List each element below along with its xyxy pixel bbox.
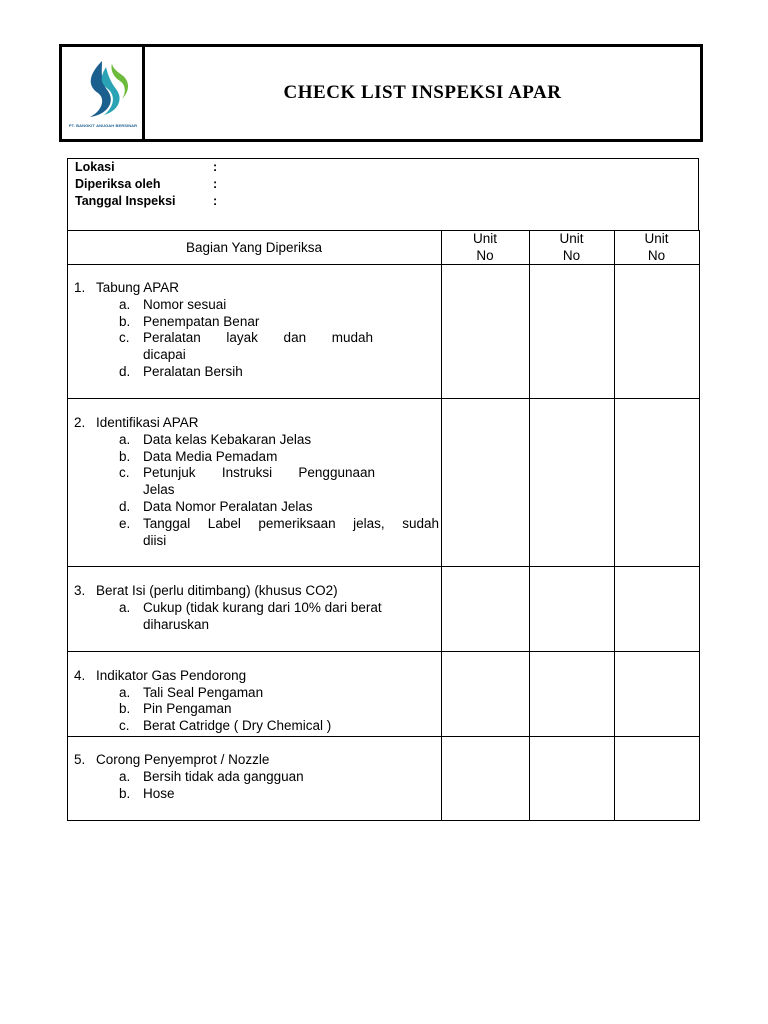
- info-row-tanggal-inspeksi: [75, 194, 217, 208]
- table-border: [699, 230, 700, 821]
- page-title: CHECK LIST INSPEKSI APAR: [283, 82, 562, 103]
- info-label: Tanggal Inspeksi: [75, 194, 176, 208]
- section-title: 1. Tabung APAR: [74, 280, 180, 295]
- company-logo: [62, 47, 145, 139]
- info-row-lokasi: [75, 160, 217, 174]
- section-title: 5. Corong Penyemprot / Nozzle: [74, 752, 270, 767]
- logo-caption: PT. BANGKIT ANUGAH BERSINAR: [68, 123, 138, 128]
- flame-logo-icon: [72, 59, 132, 121]
- table-border: [614, 230, 615, 821]
- table-border: [67, 230, 68, 821]
- table-border: [441, 230, 442, 821]
- info-separator: :: [213, 177, 218, 191]
- inspection-info-box: [67, 158, 699, 230]
- table-border: [67, 398, 700, 399]
- document-header: [59, 44, 703, 142]
- column-header-unit-no: Unit No: [472, 231, 497, 263]
- column-header-bagian: Bagian Yang Diperiksa: [185, 239, 323, 255]
- section-title: 3. Berat Isi (perlu ditimbang) (khusus CO2): [74, 583, 338, 598]
- table-border: [67, 651, 700, 652]
- table-border: [67, 566, 700, 567]
- info-label: Diperiksa oleh: [75, 177, 161, 191]
- info-label: Lokasi: [75, 160, 115, 174]
- info-row-diperiksa-oleh: [75, 177, 217, 191]
- column-header-unit-no: Unit No: [644, 231, 669, 263]
- info-separator: :: [213, 160, 218, 174]
- info-separator: :: [213, 194, 218, 208]
- table-border: [67, 820, 700, 821]
- table-border: [529, 230, 530, 821]
- title-cell: [145, 47, 700, 139]
- table-border: [67, 736, 700, 737]
- section-title: 4. Indikator Gas Pendorong: [74, 668, 247, 683]
- checklist-table: Bagian Yang Diperiksa Unit No Unit No Unit No 1. Tabung APAR a. Nomor sesuai b. Penempatan Benar c. Peralatan layak dan mudah dicapai d. Peralatan Bersih 2. Identifikasi APAR a. Data kelas Kebakaran Jelas b. Data Media Pemadam c. Petunjuk Instruksi Penggunaan Jelas d. Data Nomor Peralatan Jelas e. Tanggal Label pemeriksaan jelas, sudah diisi 3. Berat Isi (perlu ditimbang) (khusus CO2) a. Cukup (tidak kurang dari 10% dari berat diharuskan 4. Indikator Gas Pendorong a. Tali Seal Pengaman b. Pin Pengaman c. Berat Catridge ( Dry Chemical ) 5. Corong Penyemprot / Nozzle a. Bersih tidak ada gangguan b. Hose: [67, 230, 700, 821]
- column-header-unit-no: Unit No: [559, 231, 584, 263]
- section-title: 2. Identifikasi APAR: [74, 415, 199, 430]
- table-border: [67, 264, 700, 265]
